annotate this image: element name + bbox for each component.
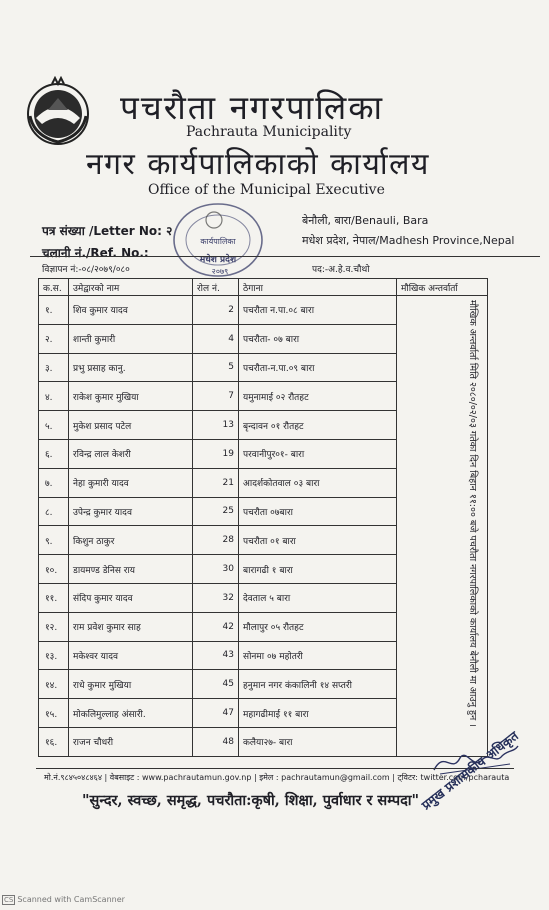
cell-address: पचरौता न.पा.०८ बारा — [239, 296, 397, 325]
cell-address: पचरौता- ०७ बारा — [239, 324, 397, 353]
cell-serial: ६. — [39, 439, 69, 468]
cell-name: डायमण्ड डेनिस राय — [69, 555, 193, 584]
cell-serial: १६. — [39, 727, 69, 756]
cell-address: सोनमा ०७ महोतरी — [239, 641, 397, 670]
cell-name: संदिप कुमार यादव — [69, 583, 193, 612]
cell-name: प्रभु प्रसाह कानु. — [69, 353, 193, 382]
cell-name: मोकलिमुल्लाह अंसारी. — [69, 699, 193, 728]
cell-serial: ३. — [39, 353, 69, 382]
cell-name: राधे कुमार मुखिया — [69, 670, 193, 699]
cell-serial: ११. — [39, 583, 69, 612]
letter-no-value: २ — [166, 224, 173, 238]
cell-serial: १४. — [39, 670, 69, 699]
cell-address: कलैया२७- बारा — [239, 727, 397, 756]
cell-serial: ८. — [39, 497, 69, 526]
cell-name: शान्ती कुमारी — [69, 324, 193, 353]
cell-address: पचरौता ०७बारा — [239, 497, 397, 526]
cell-address: पचरौता-न.पा.०९ बारा — [239, 353, 397, 382]
cell-roll: 4 — [193, 324, 239, 353]
cell-roll: 5 — [193, 353, 239, 382]
cell-serial: १०. — [39, 555, 69, 584]
advertisement-number: विज्ञापन नं:-०८/२०७९/०८० — [42, 265, 130, 275]
post-title: पद:-अ.हे.व.चौथो — [312, 265, 370, 275]
cell-serial: १५. — [39, 699, 69, 728]
cell-roll: 42 — [193, 612, 239, 641]
cell-roll: 19 — [193, 439, 239, 468]
cell-serial: १. — [39, 296, 69, 325]
address-line-2: मधेश प्रदेश, नेपाल/Madhesh Province,Nepal — [302, 234, 515, 247]
cell-roll: 7 — [193, 382, 239, 411]
cell-address: मौलापुर ०५ रौतहट — [239, 612, 397, 641]
cell-roll: 47 — [193, 699, 239, 728]
cell-name: उपेन्द्र कुमार यादव — [69, 497, 193, 526]
cell-roll: 28 — [193, 526, 239, 555]
cell-roll: 32 — [193, 583, 239, 612]
address-line-1: बेनौली, बारा/Benauli, Bara — [302, 214, 429, 227]
cell-name: मुकेश प्रसाद पटेल — [69, 411, 193, 440]
cell-address: हनुमान नगर कंकालिनी १४ सप्तरी — [239, 670, 397, 699]
cell-roll: 25 — [193, 497, 239, 526]
cell-name: राजन चौधरी — [69, 727, 193, 756]
header-address: ठेगाना — [239, 279, 397, 296]
contact-line: मो.नं.९८४५०४८४६४ | वेबसाइट : www.pachrautamun.gov.np | इमेल : pachrautamun@gmail.com | ट्विटर: twitter.com/pcharauta — [44, 773, 510, 782]
letter-no — [42, 222, 172, 239]
cell-name: राकेश कुमार मुखिया — [69, 382, 193, 411]
cell-serial: १२. — [39, 612, 69, 641]
stamp-line-3: २०७९ — [211, 267, 229, 276]
header-serial: क.स. — [39, 279, 69, 296]
cell-address: आदर्शकोतवाल ०३ बारा — [239, 468, 397, 497]
cell-serial: ७. — [39, 468, 69, 497]
cell-name: नेहा कुमारी यादव — [69, 468, 193, 497]
table-header-row — [39, 279, 488, 296]
cell-address: महागढीमाई ११ बारा — [239, 699, 397, 728]
cell-name: किशुन ठाकुर — [69, 526, 193, 555]
cell-serial: ४. — [39, 382, 69, 411]
letter-no-label: पत्र संख्या /Letter No: — [42, 224, 162, 238]
header-name: उमेद्वारको नाम — [69, 279, 193, 296]
ref-no-label: चलानी नं./Ref. No.: — [42, 246, 149, 260]
cell-name: मकेश्वर यादव — [69, 641, 193, 670]
cell-serial: १३. — [39, 641, 69, 670]
scanner-watermark — [2, 895, 125, 905]
municipality-emblem-icon — [22, 76, 94, 148]
office-stamp — [168, 196, 280, 288]
header-roll: रोल नं. — [193, 279, 239, 296]
office-title-en: Office of the Municipal Executive — [148, 182, 385, 198]
cell-name: शिव कुमार यादव — [69, 296, 193, 325]
cell-name: रविन्द्र लाल केशरी — [69, 439, 193, 468]
candidate-table — [38, 278, 488, 757]
municipality-slogan: "सुन्दर, स्वच्छ, समृद्ध, पचरौता:कृषी, शिक्षा, पुर्वाधार र सम्पदा" — [82, 792, 420, 809]
cell-roll: 45 — [193, 670, 239, 699]
cell-roll: 21 — [193, 468, 239, 497]
stamp-line-2: मधेश प्रदेश — [199, 255, 237, 265]
cell-address: बृन्दावन ०१ रौतहट — [239, 411, 397, 440]
cell-roll: 30 — [193, 555, 239, 584]
cell-roll: 13 — [193, 411, 239, 440]
cell-roll: 2 — [193, 296, 239, 325]
header-interview: मौखिक अन्तर्वार्ता — [397, 279, 488, 296]
footer-divider — [36, 768, 514, 769]
cell-address: यमुनामाई ०२ रौतहट — [239, 382, 397, 411]
cell-roll: 43 — [193, 641, 239, 670]
stamp-line-1: कार्यपालिका — [200, 237, 236, 246]
cell-name: राम प्रवेश कुमार साह — [69, 612, 193, 641]
camscanner-logo-icon: CS — [4, 896, 14, 904]
municipality-title-np: पचरौता नगरपालिका — [120, 88, 385, 127]
cell-roll: 48 — [193, 727, 239, 756]
cell-address: बारागढी १ बारा — [239, 555, 397, 584]
header-divider — [30, 256, 540, 257]
interview-remark-text: मौखिक अन्तर्वार्ता मिति २०८०/०२/०३ गतेका दिन बिहान ११:०० बजे पचरौता नगरपालिकाको कार्यालय बेनौली मा आउनु हुन । — [467, 300, 478, 727]
office-title-np: नगर कार्यपालिकाको कार्यालय — [86, 147, 430, 182]
cell-serial: ९. — [39, 526, 69, 555]
cell-address: देवताल ५ बारा — [239, 583, 397, 612]
scanner-text: Scanned with CamScanner — [17, 895, 125, 904]
interview-remark — [440, 300, 486, 760]
officer-stamp-title: प्रमुख प्रशासकीय अधिकृत — [418, 728, 521, 813]
cell-serial: ५. — [39, 411, 69, 440]
table-row — [39, 296, 488, 325]
municipality-title-en: Pachrauta Municipality — [186, 124, 352, 140]
cell-serial: २. — [39, 324, 69, 353]
cell-address: परवानीपुर०१- बारा — [239, 439, 397, 468]
cell-address: पचरौता ०१ बारा — [239, 526, 397, 555]
